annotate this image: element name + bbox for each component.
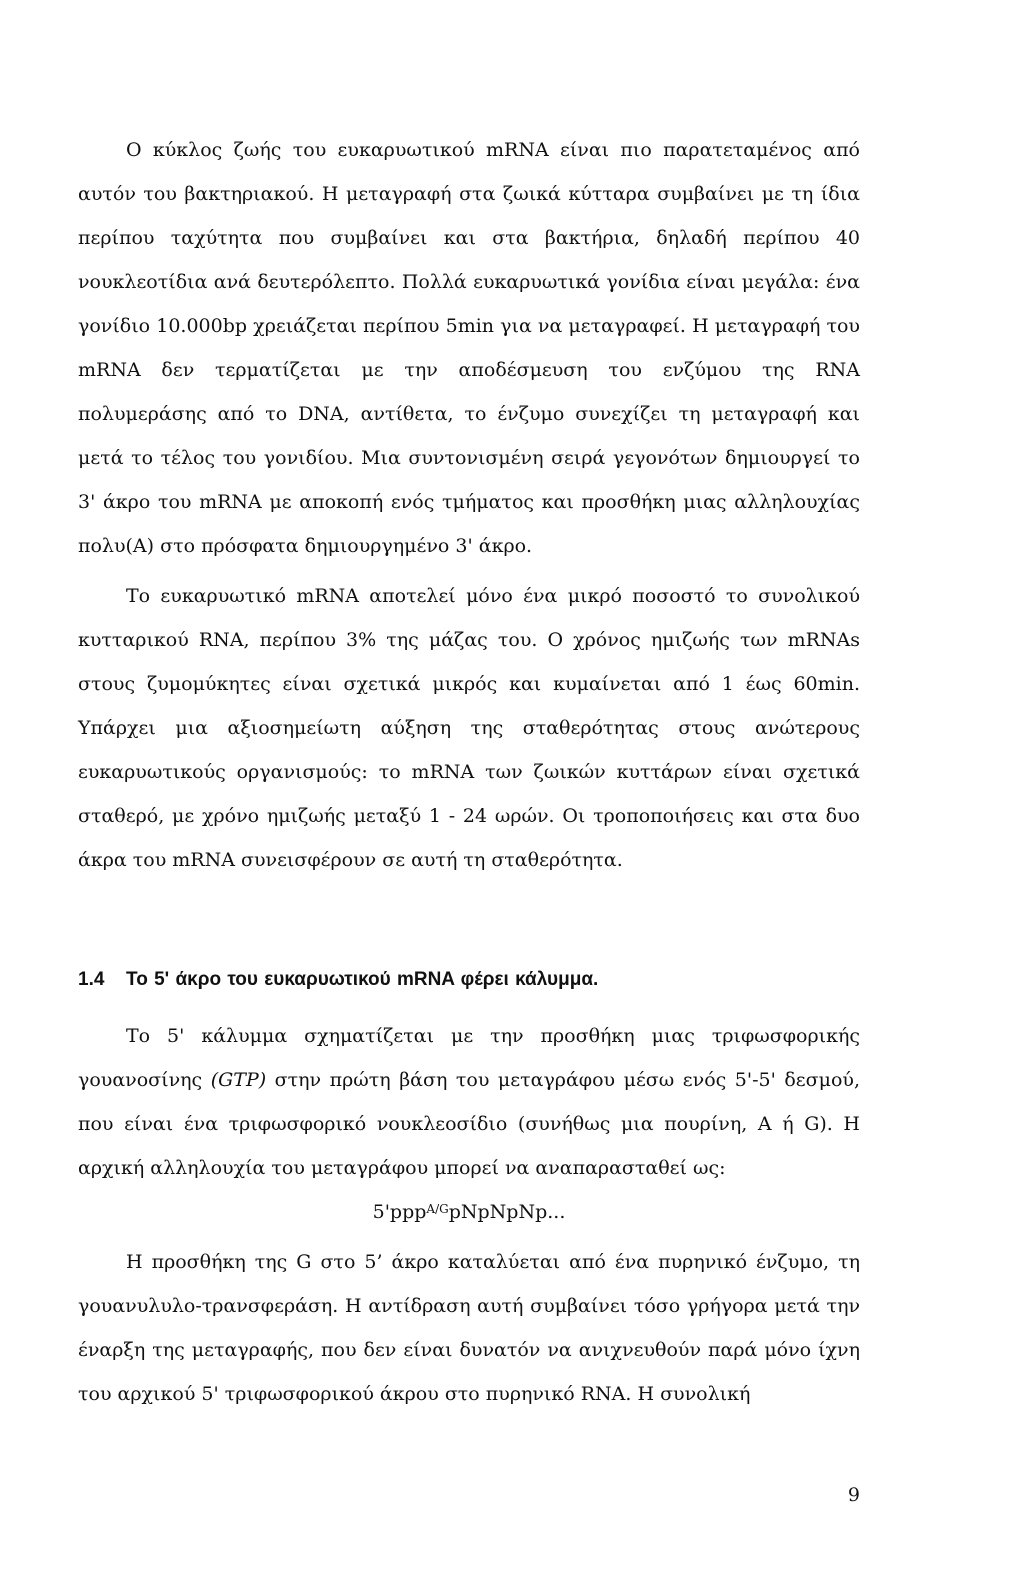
cap-text-start: Το 5' κάλυμμα σχηματίζεται με την προσθήκη μιας τριφωσφορικής γουανοσίνης [78,1025,860,1091]
heading-gap [78,1002,860,1014]
paragraph-mrna-lifecycle: Ο κύκλος ζωής του ευκαρυωτικού mRNA είναι πιο παρατεταμένος από αυτόν του βακτηριακού. Η μεταγραφή στα ζωικά κύτταρα συμβαίνει με τη ίδια περίπου ταχύτητα που συμβαίνει και στα βακτήρια, δηλαδή περίπου 40 νουκλεοτίδια ανά δευτερόλεπτο. Πολλά ευκαρυωτικά γονίδια είναι μεγάλα: ένα γονίδιο 10.000bp χρειάζεται περίπου 5min για να μεταγραφεί. Η μεταγραφή του mRNA δεν τερματίζεται με την αποδέσμευση του ενζύμου της RNA πολυμεράσης από το DNA, αντίθετα, το ένζυμο συνεχίζει τη μεταγραφή και μετά το τέλος του γονιδίου. Μια συντονισμένη σειρά γεγονότων δημιουργεί το 3' άκρο του mRNA με αποκοπή ενός τμήματος και προσθήκη μιας αλληλουχίας πολυ(Α) στο πρόσφατα δημιουργημένο 3' άκρο. [78,139,860,557]
section-heading [78,958,860,1002]
cap-text-end: στην πρώτη βάση του μεταγράφου μέσω ενός 5'-5' δεσμού, που είναι ένα τριφωσφορικό νουκλεοσίδιο (συνήθως μια πουρίνη, Α ή G). Η αρχική αλληλουχία του μεταγράφου μπορεί να αναπαρασταθεί ως: [78,1069,860,1179]
paragraph-guanylyl-transferase: Η προσθήκη της G στο 5’ άκρο καταλύεται από ένα πυρηνικό ένζυμο, τη γουανυλυλο-τρανσφεράση. Η αντίδραση αυτή συμβαίνει τόσο γρήγορα μετά την έναρξη της μεταγραφής, που δεν είναι δυνατόν να ανιχνευθούν παρά μόνο ίχνη του αρχικού 5' τριφωσφορικού άκρου στο πυρηνικό RNA. Η συνολική [78,1251,860,1405]
sequence-formula [78,1190,860,1234]
document-body [78,128,860,1416]
paragraph-mrna-stability: Το ευκαρυωτικό mRNA αποτελεί μόνο ένα μικρό ποσοστό το συνολικού κυτταρικού RNA, περίπου 3% της μάζας του. Ο χρόνος ημιζωής των mRNAs στους ζυμομύκητες είναι σχετικά μικρός και κυμαίνεται από 1 έως 60min. Υπάρχει μια αξιοσημείωτη αύξηση της σταθερότητας στους ανώτερους ευκαρυωτικούς οργανισμούς: το mRNA των ζωικών κυττάρων είναι σχετικά σταθερό, με χρόνο ημιζωής μεταξύ 1 - 24 ωρών. Οι τροποποιήσεις και στα δυο άκρα του mRNA συνεισφέρουν σε αυτή τη σταθερότητα. [78,585,860,871]
section-title: Το 5' άκρο του ευκαρυωτικού mRNA φέρει κάλυμμα. [126,969,599,990]
formula-superscript: A/G [426,1202,449,1216]
gtp-term: (GTP) [210,1069,267,1091]
formula-prefix: 5'ppp [372,1201,427,1223]
page-number: 9 [847,1484,860,1506]
formula-suffix: pNpNpNp... [448,1201,566,1223]
section-number: 1.4 [78,969,105,990]
section-gap [78,882,860,958]
paragraph-cap-formation [78,1014,860,1190]
